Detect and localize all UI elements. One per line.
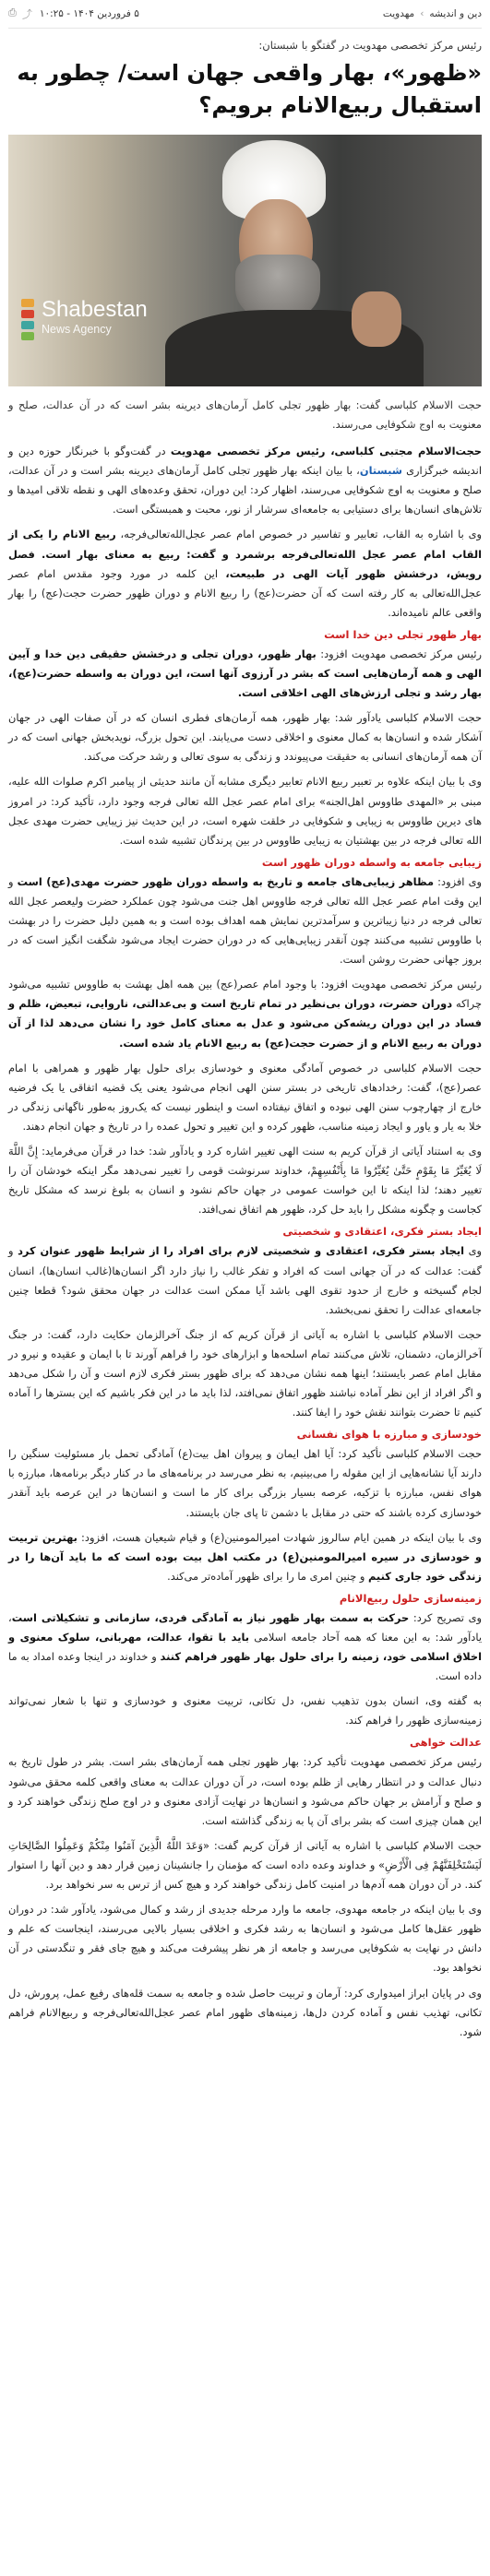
paragraph-9: وی به استناد آیاتی از قرآن کریم به سنت الهی تغییر اشاره کرد و یادآور شد: خدا در قرآن می‌فرماید: إِنَّ اللَّهَ لَا یُغَیِّرُ مَا بِقَوْمٍ حَتَّىٰ یُغَیِّرُوا مَا بِأَنْفُسِهِمْ، خداوند سرنوشت قومی را تغییر نمی‌دهد مگر اینکه خودشان آن را تغییر دهند؛ لذا اینکه تا این خواست عمومی در جهان حاکم نشود و انسان به بلوغ نرسد که مشکل تاریخ کجاست و چگونه مشکل را باید حل کرد، ظهور هم اتفاق نمی‌افتد. [8, 1145, 482, 1217]
paragraph-18: وی با بیان اینکه در جامعه مهدوی، جامعه ما وارد مرحله جدیدی از رشد و کمال می‌شود، یادآور شد: در دوران ظهور عقل‌ها کامل می‌شود و انسان‌ها به رشد فکری و اخلاقی بسیار بالایی می‌رسند، اینجاست که علم و دانش در نهایت به شکوفایی می‌رسد و جامعه از هر نظر پیشرفت می‌کند و هیچ جای فقر و تنگدستی در آن نخواهد بود. [8, 1903, 482, 1975]
paragraph-10: وی ایجاد بستر فکری، اعتقادی و شخصیتی لازم برای افراد را از شرایط ظهور عنوان کرد و گفت: عدالت که در آن جهانی است که افراد و تفکر غالب را نیاز دارد اگر انسان‌ها(غالب انسان‌ها)، انسان لجام گسیخته و خارج از حدود تقوی الهی باشد آیا ممکن است عدالت در جهان محقق شود؟ قطعا چنین جامعه‌ای عدالت را تحقق نمی‌بخشد. [8, 1244, 482, 1316]
logo-name: Shabestan [42, 296, 148, 322]
article-meta [8, 6, 139, 21]
subheading-2: زیبایی جامعه به واسطه دوران ظهور است [261, 855, 482, 869]
paragraph-3: رئیس مرکز تخصصی مهدویت افزود: بهار ظهور، دوران تجلی و درخشش حقیقی دین خدا و آیین الهی و همه آرمان‌هایی است که بشر در آرزوی آنها است، این دوران به واسطه حضرت(عج)، بهار رشد و تجلی ارزش‌های الهی اخلاقی است. [8, 647, 482, 700]
paragraph-8: حجت الاسلام کلباسی در خصوص آمادگی معنوی و خودسازی برای حلول بهار ظهور و همراهی با امام عصر(عج)، گفت: رخدادهای تاریخی در بستر سنن الهی انجام می‌شود یعنی یک قضیه اتفاقی یا یک فرضیه خارج از چهارچوب سنن الهی نبوده و اتفاق نیفتاده است و اینطور نیست که یک‌روز به‌طور ناگهانی زندگی در خلا به یار و یاور و ایجاد زمینه مناسب، ظهور کرده و این تغییر و تحول عمده را در تاریخ و جهان انجام دهند. [8, 1061, 482, 1133]
subheading-6: عدالت خواهی [410, 1736, 482, 1750]
photo-hand [352, 291, 401, 347]
article-title: «ظهور»، بهار واقعی جهان است/ چطور به استقبال ربیع‌الانام برویم؟ [17, 60, 482, 119]
paragraph-7: رئیس مرکز تخصصی مهدویت افزود: با وجود امام عصر(عج) بین همه اهل بهشت به طاووس تشبیه می‌شود چراکه دوران حضرت، دوران بی‌نظیر در تمام تاریخ است و بی‌عدالتی، ناروایی، تبعیض، ظلم و فساد در این دوران ریشه‌کن می‌شود و عدل به معنای کامل خود را نشان می‌دهد لذا از آن دوران به ربیع الانام و از حضرت حجت(عج) به ربیع الانام یاد شده است. [8, 978, 482, 1050]
paragraph-19: وی در پایان ابراز امیدواری کرد: آرمان و تربیت حاصل شده و جامعه به سمت قله‌های رفیع عمل، پرورش، دل تکانی، تهذیب نفس و آماده کردن دل‌ها، زمینه‌های ظهور امام عصر عجل‌الله‌تعالی‌فرجه و ربیع‌الانام فراهم شود. [8, 1986, 482, 2038]
paragraph-17: حجت الاسلام کلباسی با اشاره به آیاتی از قرآن کریم گفت: «وَعَدَ اللَّهُ الَّذِینَ آمَنُوا مِنْکُمْ وَعَمِلُوا الصَّالِحَاتِ لَیَسْتَخْلِفَنَّهُمْ فِی الْأَرْضِ» و خداوند وعده داده است که مؤمنان را جانشینان زمین قرار دهد و دین آنها را استوار کند. در آن دوران همه آدم‌ها در امنیت کامل زندگی خواهند کرد و هیچ کس از ترس به سر نخواهد برد. [8, 1838, 482, 1892]
subheading-5: زمینه‌سازی حلول ربیع‌الانام [339, 1591, 482, 1605]
shabestan-link[interactable]: شبستان [359, 464, 402, 478]
paragraph-6: وی افزود: مظاهر زیبایی‌های جامعه و تاریخ به واسطه دوران ظهور حضرت مهدی(عج) است و این وقت امام عصر عجل الله تعالی فرجه طاووس اهل جنت می‌شود چون عملکرد حضرت ولیعصر عجل الله تعالی فرجه در دنیا زیباترین و سرآمدترین نمایش همه اهداف بوده است و به همین دلیل حضرت را در بهشت با طاووس تشبیه می‌کنند چون آنقدر زیبایی‌هایی که در دوران حضرت ایجاد می‌شود شگفت انگیز است که در بروز جهانی حضرت روشن است. [8, 874, 482, 967]
paragraph-12: حجت الاسلام کلباسی تأکید کرد: آیا اهل ایمان و پیروان اهل بیت(ع) آمادگی تحمل بار مسئولیت سنگین را دارند آیا نشانه‌هایی از این مقوله را می‌بینیم، به نظر می‌رسد در برنامه‌های ما در کنار دیگر برنامه‌ها، مبارزه با هوای نفس، مبارزه با تزکیه، عرصه بسیار بزرگی برای کار ما است و انسان‌ها در این عرصه باید آنقدر خودسازی کرده باشند که حتی در مقابل با دشمن تا پای جان بایستند. [8, 1447, 482, 1519]
subheading-3: ایجاد بستر فکری، اعتقادی و شخصیتی [282, 1225, 482, 1239]
print-icon[interactable]: ⎙ [8, 6, 17, 18]
breadcrumb-religion-link[interactable]: دین و اندیشه [429, 8, 482, 19]
breadcrumb [383, 8, 482, 19]
paragraph-11: حجت الاسلام کلباسی با اشاره به آیاتی از قرآن کریم که از جنگ آخرالزمان حکایت دارد، گفت: در جنگ آخرالزمان، دشمنان، تلاش می‌کنند تمام اسلحه‌ها و ابزارهای خود را فراهم آورند تا با ایمان و عقیده و نیرو در مقابل امام عصر بایستند؛ اینها همه نشان می‌دهد که برای ظهور بستر فکری لازم است و آن را شکل می‌دهد و اگر افراد از این نظر آماده نباشند ظهور اتفاق نمی‌افتد، لذا باید ما در این فکر باشیم که این بسترها را آماده کنیم تا حضرت بتوانند نقش خود را ایفا کنند. [8, 1327, 482, 1419]
top-bar [8, 0, 482, 29]
article-photo [8, 135, 482, 386]
paragraph-16: رئیس مرکز تخصصی مهدویت تأکید کرد: بهار ظهور تجلی همه آرمان‌های بشر است. بشر در طول تاریخ به دنبال عدالت و در انتظار رهایی از ظلم بوده است، در آن دوران عدالت به معنای واقعی کلمه محقق می‌شود و صلح و آرامش بر جهان حاکم می‌شود و انسان‌ها در نهایت آزادی معنوی و در اوج صلح زندگی خواهند کرد و این همان چیزی است که بشر برای آن پا به زندگی گذاشته است. [8, 1755, 482, 1827]
paragraph-14: وی تصریح کرد: حرکت به سمت بهار ظهور نیاز به آمادگی فردی، سازمانی و تشکیلاتی است، یادآور شد: به این معنا که همه آحاد جامعه اسلامی باید با تقوا، عدالت، مهربانی، سلوک معنوی و اخلاق اسلامی خود، زمینه را برای حلول بهار ظهور فراهم کنند و خداوند در اینجا وعده امداد به ما داده است. [8, 1610, 483, 1683]
breadcrumb-separator: › [420, 8, 424, 19]
paragraph-1: حجت‌الاسلام مجتبی کلباسی، رئیس مرکز تخصصی مهدویت در گفت‌وگو با خبرنگار حوزه دین و اندیشه خبرگزاری شبستان، با بیان اینکه بهار ظهور تجلی کامل آرمان‌های دیرینه بشر است و در آن عدالت، صلح و معنویت به اوج شکوفایی می‌رسند، اظهار کرد: این دوران، تحقق وعده‌های الهی و نقطه تلاقی امیدها و تلاش‌های انسان‌ها برای دستیابی به جامعه‌ای سرشار از نور، محبت و همبستگی است. [8, 445, 483, 516]
article-lead: رئیس مرکز تخصصی مهدویت در گفتگو با شبستان: [258, 39, 482, 52]
share-icon[interactable]: ⤴ [21, 8, 32, 20]
paragraph-13: وی با بیان اینکه در همین ایام سالروز شهادت امیرالمومنین(ع) و قیام شیعیان هست، افزود: بهترین تربیت و خودسازی در سیره امیرالمومنین(ع) در مکتب اهل بیت بوده است که ما باید آن‌ها را در زندگی خود جاری کنیم و چنین امری ما را برای ظهور آماده‌تر می‌کند. [8, 1530, 482, 1583]
shabestan-logo [21, 296, 148, 341]
paragraph-4: حجت الاسلام کلباسی یادآور شد: بهار ظهور، همه آرمان‌های فطری انسان که در آن صفات الهی در جهان آشکار شده و انسان‌ها به کمال معنوی و اخلاقی دست می‌یابند. این تحول بزرگ، نویدبخش جهانی است که در آن همه آرمان‌های انسانی به حقیقت می‌پیوندد و زندگی به سوی تعالی و رشد حرکت می‌کند. [8, 711, 482, 764]
paragraph-2: وی با اشاره به القاب، تعابیر و تفاسیر در خصوص امام عصر عجل‌الله‌تعالی‌فرجه، ربیع الانام را یکی از القاب امام عصر عجل الله‌تعالی‌فرجه برشمرد و گفت: ربیع به معنای بهار است. فصل رویش، درخشش ظهور آیات الهی در طبیعت، این کلمه در مورد وجود مقدس امام عصر عجل‌الله‌تعالی به کار رفته است که آن حضرت(عج) را ربیع الانام و دوران ظهور حضرت حجت(عج) را بهار واقعی عالم نامیده‌اند. [8, 528, 483, 619]
publish-date: ۵ فروردین ۱۴۰۴ - ۱۰:۲۵ [39, 8, 139, 19]
article-summary: حجت الاسلام کلباسی گفت: بهار ظهور تجلی کامل آرمان‌های دیرینه بشر است که در آن عدالت، صلح و معنویت به اوج شکوفایی می‌رسند. [8, 398, 482, 431]
paragraph-5: وی با بیان اینکه علاوه بر تعبیر ربیع الانام تعابیر دیگری مشابه آن مانند حدیثی از پیامبر اکرم صلوات الله علیه، مبنی بر «المهدی طاووس اهل‌الجنه» برای امام عصر عجل الله تعالی فرجه وجود دارد، تأکید کرد: در امروز های دیرین طاووس به زیبایی و شکوفایی در خلقت شهره است، در این حدیث نیز زیبایی حضرت مهدی عجل الله تعالی فرجه در بین بهشتیان به زیبایی طاووس در بین پرندگان تشبیه شده است. [8, 775, 482, 847]
logo-subtitle: News Agency [42, 322, 112, 336]
subheading-1: بهار ظهور تجلی دین خدا است [324, 627, 482, 641]
breadcrumb-mahdaviat-link[interactable]: مهدویت [382, 8, 415, 19]
shabestan-logo-mark-icon [21, 299, 36, 341]
subheading-4: خودسازی و مبارزه با هوای نفسانی [296, 1428, 482, 1442]
paragraph-15: به گفته وی، انسان بدون تذهیب نفس، دل تکانی، تربیت معنوی و خودسازی و تنها با شعار نمی‌تواند زمینه‌سازی ظهور را فراهم کند. [8, 1694, 482, 1727]
